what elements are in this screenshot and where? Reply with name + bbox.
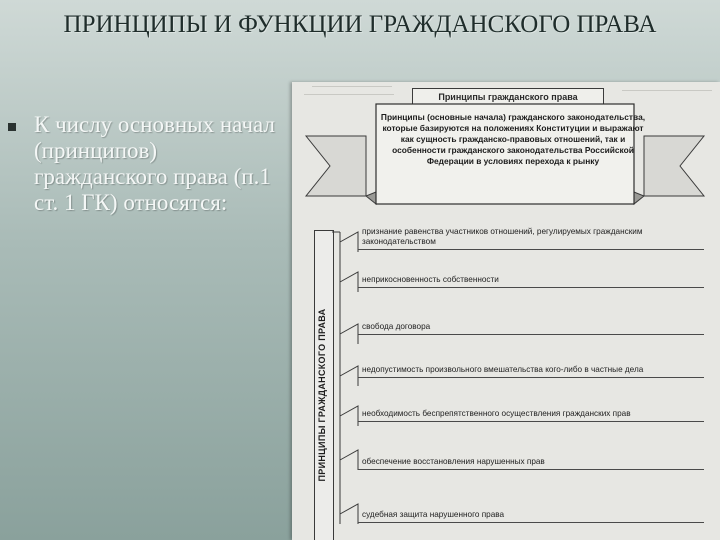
bullet-icon [8,123,16,131]
principle-item: необходимость беспрепятственного осуществления гражданских прав [358,409,704,422]
tree-connectors [292,82,720,540]
principle-item: признание равенства участников отношений, регулируемых гражданским законодательством [358,227,704,250]
bullet-text: К числу основных начал (принципов) гражданского права (п.1 ст. 1 ГК) относятся: [34,112,275,215]
scheme-image [292,82,720,540]
vertical-label: ПРИНЦИПЫ ГРАЖДАНСКОГО ПРАВА [317,308,327,482]
banner-text: Принципы (основные начала) гражданского законодательства, которые базируются на положениях Конституции и выражают как сущность гражданско-правовых отношений, так и особенности гражданского законодательства Российской Федерации в условиях перехода к рынку [380,112,646,166]
slide-title: ПРИНЦИПЫ И ФУНКЦИИ ГРАЖДАНСКОГО ПРАВА [63,11,657,38]
scheme-title: Принципы гражданского права [412,88,604,106]
principle-item: свобода договора [358,322,704,335]
principle-item: недопустимость произвольного вмешательства кого-либо в частные дела [358,365,704,378]
principle-item: неприкосновенность собственности [358,275,704,288]
principle-item: судебная защита нарушенного права [358,510,704,523]
principle-item: обеспечение восстановления нарушенных прав [358,457,704,470]
